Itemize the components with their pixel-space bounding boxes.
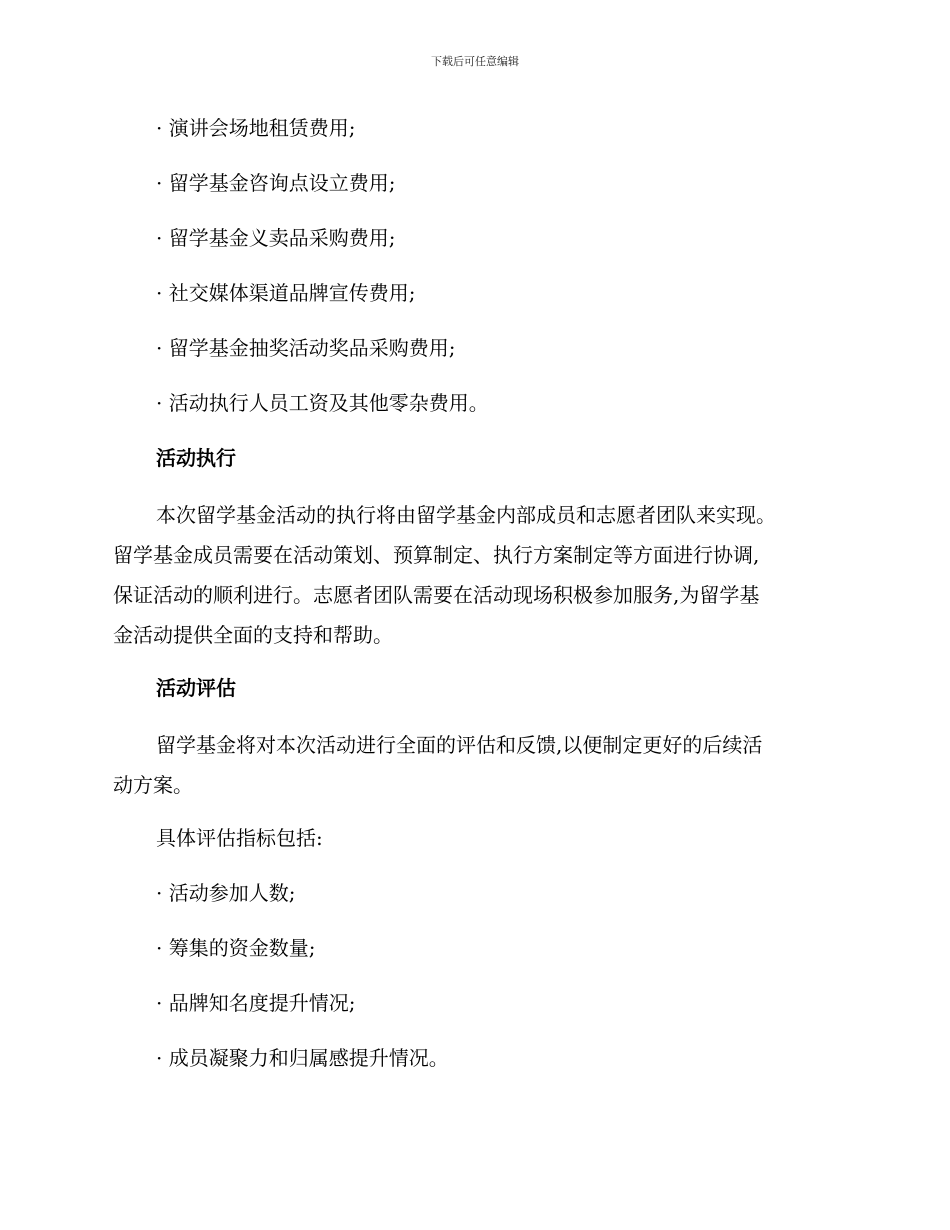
- indicator-item: · 筹集的资金数量;: [156, 936, 316, 960]
- paragraph-line: 金活动提供全面的支持和帮助。: [113, 623, 393, 647]
- indicators-intro: 具体评估指标包括:: [156, 826, 323, 850]
- paragraph-line: 保证活动的顺利进行。志愿者团队需要在活动现场积极参加服务,为留学基: [113, 583, 760, 607]
- execution-paragraph: [113, 495, 837, 655]
- budget-item: · 社交媒体渠道品牌宣传费用;: [156, 281, 416, 305]
- paragraph-line: 留学基金将对本次活动进行全面的评估和反馈,以便制定更好的后续活: [156, 733, 763, 757]
- budget-item: · 留学基金抽奖活动奖品采购费用;: [156, 336, 456, 360]
- document-body: [113, 110, 837, 1095]
- budget-item: · 活动执行人员工资及其他零杂费用。: [156, 391, 489, 415]
- evaluation-paragraph: [113, 725, 837, 805]
- paragraph-line: 留学基金成员需要在活动策划、预算制定、执行方案制定等方面进行协调,: [113, 543, 760, 567]
- paragraph-line: 本次留学基金活动的执行将由留学基金内部成员和志愿者团队来实现。: [156, 503, 776, 527]
- budget-item: · 演讲会场地租赁费用;: [156, 116, 356, 140]
- budget-item: · 留学基金咨询点设立费用;: [156, 171, 396, 195]
- indicator-item: · 品牌知名度提升情况;: [156, 991, 356, 1015]
- indicator-item: · 活动参加人数;: [156, 881, 296, 905]
- indicator-item: · 成员凝聚力和归属感提升情况。: [156, 1046, 449, 1070]
- section-heading-execution: 活动执行: [156, 446, 236, 470]
- budget-item: · 留学基金义卖品采购费用;: [156, 226, 396, 250]
- paragraph-line: 动方案。: [113, 773, 193, 797]
- header-note: 下载后可任意编辑: [431, 55, 519, 68]
- section-heading-evaluation: 活动评估: [156, 676, 236, 700]
